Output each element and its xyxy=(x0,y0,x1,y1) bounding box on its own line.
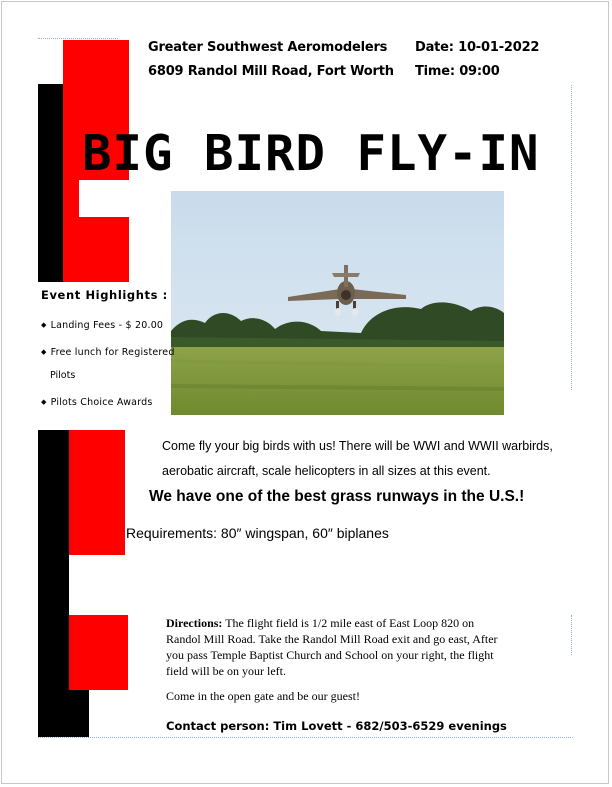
diamond-bullet-icon: ◆ xyxy=(41,398,47,406)
directions-text: The flight field is 1/2 mile east of East Loop 820 on Randol Mill Road. Take the Randol Mill Road exit and go east, After you pass Temple Baptist Church and School on your right, the flight field will be on your left. xyxy=(166,616,498,678)
diamond-bullet-icon: ◆ xyxy=(41,348,47,356)
directions-paragraph xyxy=(166,615,511,679)
left-white-notch-bottom xyxy=(69,555,125,615)
left-black-bar-top xyxy=(38,84,66,282)
contact-person: Contact person: Tim Lovett - 682/503-6529 evenings xyxy=(166,719,507,733)
highlight-item-continuation: Pilots xyxy=(50,370,76,381)
club-name: Greater Southwest Aeromodelers xyxy=(148,40,388,55)
left-white-notch-top xyxy=(79,180,129,217)
guide-right-2 xyxy=(571,615,572,655)
requirements-text: Requirements: 80″ wingspan, 60″ biplanes xyxy=(126,525,389,541)
guide-bottom xyxy=(38,737,573,738)
guide-top xyxy=(38,38,118,39)
open-gate-text: Come in the open gate and be our guest! xyxy=(166,689,360,703)
airplane-photo xyxy=(171,191,504,415)
guide-right-1 xyxy=(571,85,572,390)
event-date: Date: 10-01-2022 xyxy=(415,40,540,55)
diamond-bullet-icon: ◆ xyxy=(41,321,47,329)
intro-paragraph: Come fly your big birds with us! There will be WWI and WWII warbirds, aerobatic aircraft, scale helicopters in all sizes at this event. xyxy=(162,439,553,478)
left-red-bar-bottom-2 xyxy=(77,615,128,690)
directions-label: Directions: xyxy=(166,616,223,630)
club-address: 6809 Randol Mill Road, Fort Worth xyxy=(148,64,394,79)
highlights-heading: Event Highlights : xyxy=(41,288,168,302)
event-time: Time: 09:00 xyxy=(415,64,500,79)
highlight-item: ◆ Pilots Choice Awards xyxy=(41,397,153,408)
highlight-item: ◆ Landing Fees - $ 20.00 xyxy=(41,320,164,331)
runways-headline: We have one of the best grass runways in the U.S.! xyxy=(149,488,525,505)
highlight-item: ◆ Free lunch for Registered xyxy=(41,347,175,358)
flyer-title: BIG BIRD FLY-IN xyxy=(82,125,540,182)
